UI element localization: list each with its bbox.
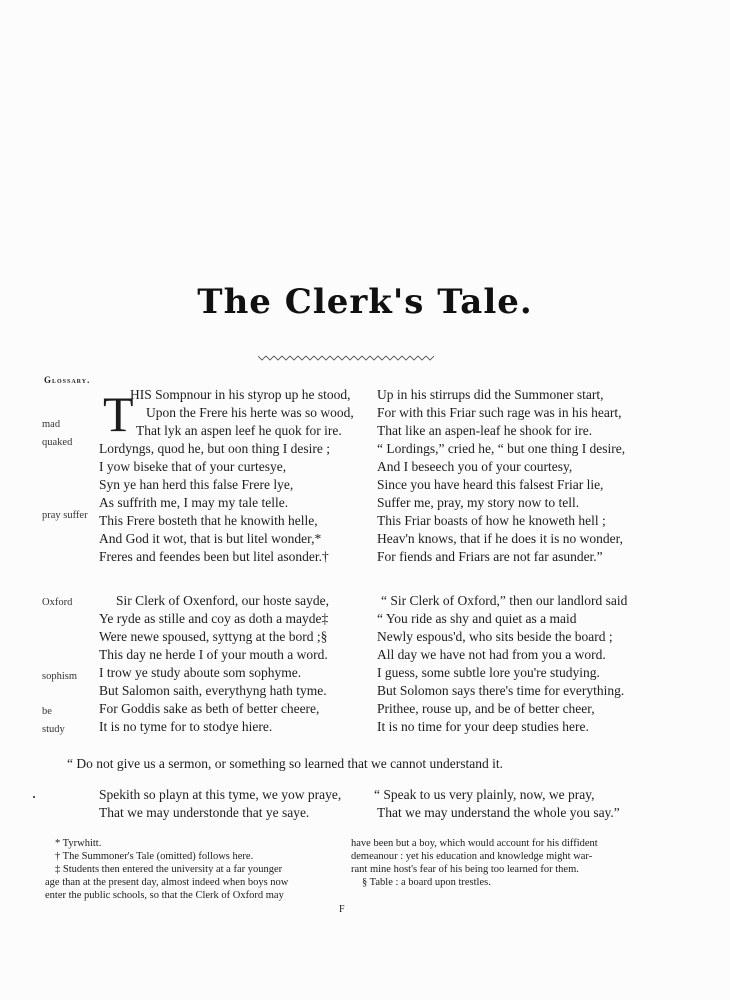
footnote: ‡ Students then entered the university at a far younger <box>55 864 283 875</box>
verse-line-modern: Since you have heard this falsest Friar lie, <box>377 477 604 492</box>
page-title: The Clerk's Tale. <box>197 282 533 322</box>
verse-line-old: I trow ye study aboute som sophyme. <box>99 665 302 680</box>
verse-line-old: But Salomon saith, everythyng hath tyme. <box>99 683 327 698</box>
footnote: § Table : a board upon trestles. <box>362 877 491 888</box>
print-speck <box>33 796 35 798</box>
verse-line-modern: But Solomon says there's time for everything. <box>377 683 625 698</box>
verse-line-old: That lyk an aspen leef he quok for ire. <box>136 423 342 438</box>
verse-line-modern: I guess, some subtle lore you're studying. <box>377 665 600 680</box>
verse-line-modern: All day we have not had from you a word. <box>377 647 606 662</box>
verse-line-old: This day ne herde I of your mouth a word. <box>99 647 328 662</box>
footnote: demeanour : yet his education and knowledge might war- <box>351 851 593 862</box>
glossary-heading: Glossary. <box>44 375 91 385</box>
verse-line-old: Upon the Frere his herte was so wood, <box>146 405 354 420</box>
signature-mark: F <box>339 904 345 915</box>
verse-line-old: Spekith so playn at this tyme, we yow praye, <box>99 787 342 802</box>
glossary-entry: study <box>42 724 65 735</box>
drop-cap: T <box>103 386 134 442</box>
verse-line-old: Ye ryde as stille and coy as doth a mayde‡ <box>99 611 329 626</box>
verse-line-old: It is no tyme for to stodye hiere. <box>99 719 273 734</box>
verse-line-old: And God it wot, that is but litel wonder,* <box>99 531 322 546</box>
verse-line-modern: “ Sir Clerk of Oxford,” then our landlord said <box>381 593 628 608</box>
verse-line-modern: “ You ride as shy and quiet as a maid <box>377 611 577 626</box>
verse-line-old: This Frere bosteth that he knowith helle, <box>99 513 318 528</box>
verse-line-modern: That like an aspen-leaf he shook for ire. <box>377 423 593 438</box>
verse-line-modern: Heav'n knows, that if he does it is no wonder, <box>377 531 623 546</box>
title-ornament <box>258 354 434 362</box>
glossary-entry: Oxford <box>42 597 73 608</box>
footnote: rant mine host's fear of his being too learned for them. <box>351 864 579 875</box>
verse-line-modern: That we may understand the whole you say.” <box>377 805 620 820</box>
verse-line-modern: This Friar boasts of how he knoweth hell ; <box>377 513 606 528</box>
verse-line-modern: Up in his stirrups did the Summoner start, <box>377 387 604 402</box>
verse-line-old: Sir Clerk of Oxenford, our hoste sayde, <box>116 593 329 608</box>
verse-line-modern: And I beseech you of your courtesy, <box>377 459 573 474</box>
verse-line-old: Were newe spoused, syttyng at the bord ;§ <box>99 629 328 644</box>
glossary-entry: be <box>42 706 52 717</box>
verse-line-old: As suffrith me, I may my tale telle. <box>99 495 289 510</box>
verse-line-old: Freres and feendes been but litel asonder.† <box>99 549 329 564</box>
verse-line-modern: For fiends and Friars are not far asunder.” <box>377 549 603 564</box>
verse-line-modern: Newly espous'd, who sits beside the board ; <box>377 629 613 644</box>
footnote: * Tyrwhitt. <box>55 838 102 849</box>
verse-line-old: HIS Sompnour in his styrop up he stood, <box>130 387 351 402</box>
glossary-entry: sophism <box>42 671 78 682</box>
verse-line-modern: For with this Friar such rage was in his heart, <box>377 405 622 420</box>
verse-line-modern: Prithee, rouse up, and be of better cheer, <box>377 701 595 716</box>
glossary-entry: quaked <box>42 437 73 448</box>
footnote: have been but a boy, which would account for his diffident <box>351 838 598 849</box>
verse-line-old: Syn ye han herd this false Frere lye, <box>99 477 294 492</box>
prose-quote: “ Do not give us a sermon, or something so learned that we cannot understand it. <box>67 756 504 771</box>
verse-line-modern: It is no time for your deep studies here. <box>377 719 589 734</box>
verse-line-modern: “ Speak to us very plainly, now, we pray, <box>374 787 595 802</box>
glossary-entry: mad <box>42 419 61 430</box>
verse-line-modern: Suffer me, pray, my story now to tell. <box>377 495 580 510</box>
footnote: age than at the present day, almost indeed when boys now <box>45 877 289 888</box>
verse-line-old: Lordyngs, quod he, but oon thing I desire ; <box>99 441 330 456</box>
verse-line-modern: “ Lordings,” cried he, “ but one thing I desire, <box>377 441 626 456</box>
glossary-entry: pray suffer <box>42 510 88 521</box>
footnote: enter the public schools, so that the Clerk of Oxford may <box>45 890 284 901</box>
verse-line-old: I yow biseke that of your curtesye, <box>99 459 287 474</box>
verse-line-old: For Goddis sake as beth of better cheere, <box>99 701 320 716</box>
footnote: † The Summoner's Tale (omitted) follows here. <box>55 851 254 862</box>
verse-line-old: That we may understonde that ye saye. <box>99 805 310 820</box>
